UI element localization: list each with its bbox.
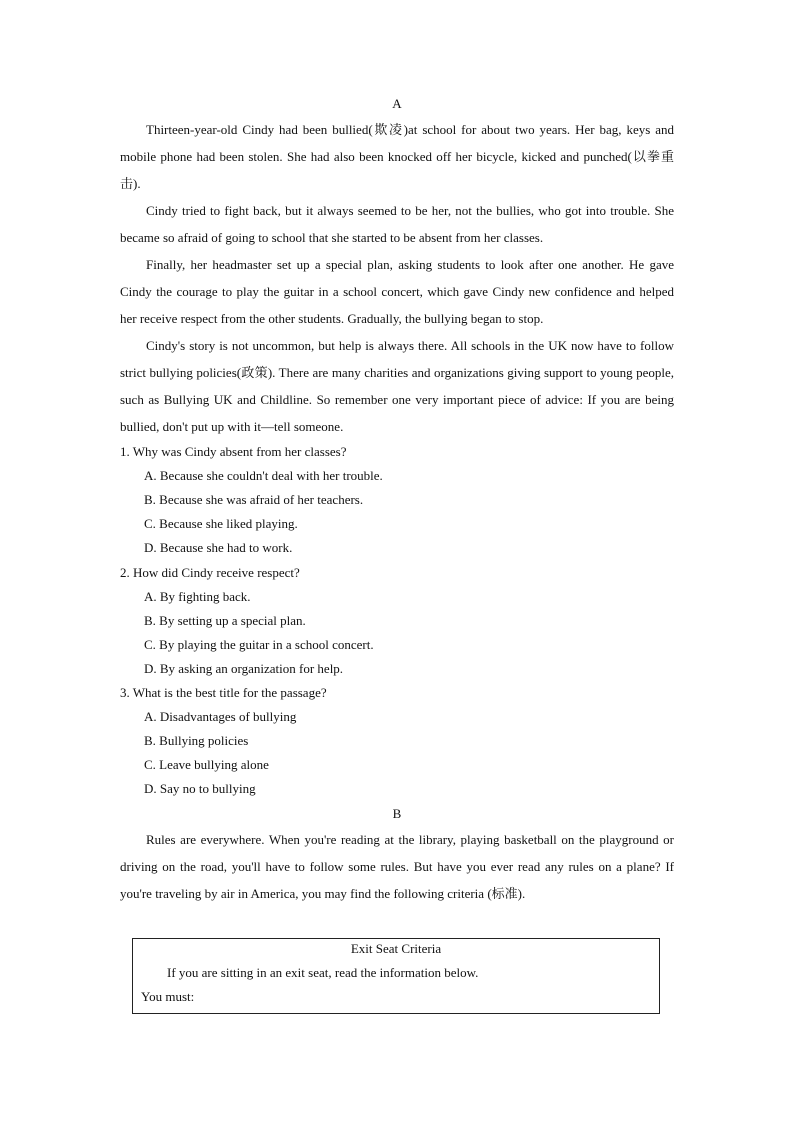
question-option: C. By playing the guitar in a school concert.	[144, 637, 374, 652]
question-option: D. By asking an organization for help.	[144, 661, 344, 676]
box-title: Exit Seat Criteria	[350, 941, 442, 956]
box-instruction: If you are sitting in an exit seat, read the information below.	[167, 965, 479, 980]
question-option: A. Disadvantages of bullying	[144, 709, 297, 724]
question-1	[120, 440, 383, 560]
question-option: B. By setting up a special plan.	[144, 613, 306, 628]
question-3	[120, 681, 327, 801]
question-option: A. By fighting back.	[144, 589, 251, 604]
question-option: C. Leave bullying alone	[144, 757, 269, 772]
exit-seat-criteria-box	[132, 938, 660, 1014]
section-a-passage	[120, 116, 674, 440]
passage-paragraph: Cindy tried to fight back, but it always seemed to be her, not the bullies, who got into trouble. She became so afraid of going to school that she started to be absent from her classes.	[120, 203, 674, 245]
question-stem: 1. Why was Cindy absent from her classes?	[120, 444, 347, 459]
question-option: D. Because she had to work.	[144, 540, 293, 555]
question-stem: 3. What is the best title for the passage?	[120, 685, 327, 700]
passage-paragraph: Rules are everywhere. When you're reading at the library, playing basketball on the playground or driving on the road, you'll have to follow some rules. But have you ever read any rules on a plane? If you're traveling by air in America, you may find the following criteria (标准).	[120, 832, 674, 901]
question-option: A. Because she couldn't deal with her trouble.	[144, 468, 383, 483]
box-you-must: You must:	[141, 989, 195, 1004]
question-option: B. Because she was afraid of her teachers.	[144, 492, 364, 507]
section-a-heading: A	[392, 96, 402, 111]
passage-paragraph: Finally, her headmaster set up a special plan, asking students to look after one another. He gave Cindy the courage to play the guitar in a school concert, which gave Cindy new confidence and helped her receive respect from the other students. Gradually, the bullying began to stop.	[120, 257, 674, 326]
section-b-passage	[120, 826, 674, 907]
question-option: C. Because she liked playing.	[144, 516, 298, 531]
question-stem: 2. How did Cindy receive respect?	[120, 565, 300, 580]
question-option: D. Say no to bullying	[144, 781, 256, 796]
question-2	[120, 561, 374, 681]
section-b-heading: B	[392, 806, 402, 821]
passage-paragraph: Thirteen-year-old Cindy had been bullied(欺凌)at school for about two years. Her bag, keys and mobile phone had been stolen. She had also been knocked off her bicycle, kicked and punched(以拳重击).	[120, 122, 674, 191]
passage-paragraph: Cindy's story is not uncommon, but help is always there. All schools in the UK now have to follow strict bullying policies(政策). There are many charities and organizations giving support to young people, such as Bullying UK and Childline. So remember one very important piece of advice: If you are being bullied, don't put up with it—tell someone.	[120, 338, 674, 434]
question-option: B. Bullying policies	[144, 733, 249, 748]
